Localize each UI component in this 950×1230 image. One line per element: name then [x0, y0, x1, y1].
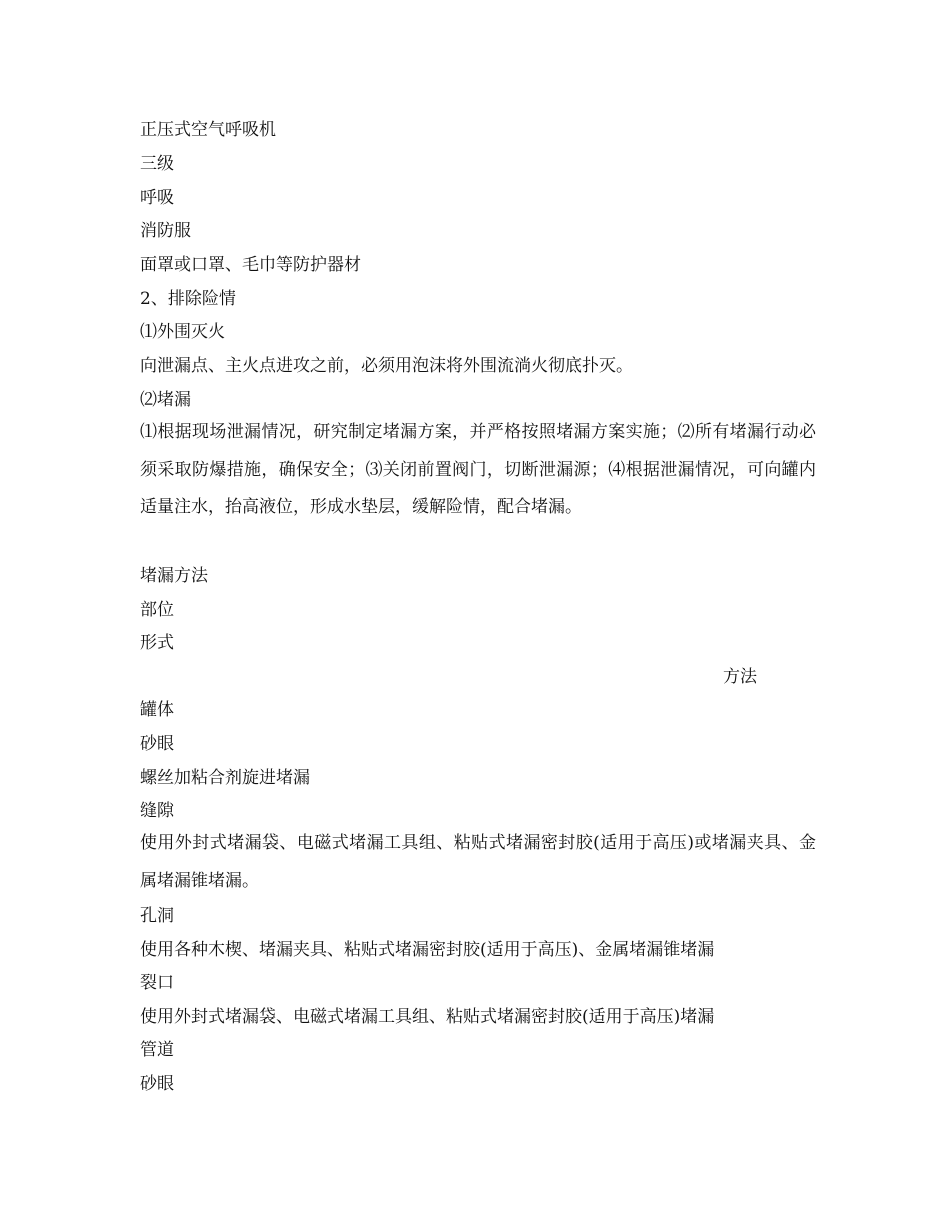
- equipment-item-fire-suit: 消防服: [140, 221, 191, 241]
- table-caption: 堵漏方法: [140, 566, 208, 586]
- subheading-perimeter-firefighting: ⑴外围灭火: [140, 322, 225, 342]
- table-cell-split-method: 使用外封式堵漏袋、电磁式堵漏工具组、粘贴式堵漏密封胶(适用于高压)堵漏: [140, 1007, 715, 1027]
- table-cell-pipeline: 管道: [140, 1040, 174, 1060]
- table-header-position: 部位: [140, 600, 174, 620]
- table-header-form: 形式: [140, 633, 174, 653]
- protection-category-breathing: 呼吸: [140, 188, 174, 208]
- equipment-item-breathing-apparatus: 正压式空气呼吸机: [140, 120, 276, 140]
- equipment-item-masks: 面罩或口罩、毛巾等防护器材: [140, 255, 361, 275]
- table-cell-crack-gap-method: 使用外封式堵漏袋、电磁式堵漏工具组、粘贴式堵漏密封胶(适用于高压)或堵漏夹具、金属堵漏锥堵漏。: [140, 833, 816, 891]
- subheading-plugging: ⑵堵漏: [140, 390, 191, 410]
- table-cell-hole-method: 使用各种木楔、堵漏夹具、粘贴式堵漏密封胶(适用于高压)、金属堵漏锥堵漏: [140, 940, 715, 960]
- section-heading-eliminate-danger: 2、排除险情: [140, 289, 236, 309]
- table-cell-hole: 孔洞: [140, 906, 174, 926]
- table-cell-pipeline-pinhole: 砂眼: [140, 1074, 174, 1094]
- paragraph-plugging-procedure: ⑴根据现场泄漏情况，研究制定堵漏方案，并严格按照堵漏方案实施；⑵所有堵漏行动必须采取防爆措施，确保安全；⑶关闭前置阀门，切断泄漏源；⑷根据泄漏情况，可向罐内适量注水，抬高液位，形成水垫层，缓解险情，配合堵漏。: [140, 422, 816, 518]
- table-cell-pinhole-method: 螺丝加粘合剂旋进堵漏: [140, 768, 310, 788]
- table-cell-crack-gap: 缝隙: [140, 801, 174, 821]
- table-cell-split: 裂口: [140, 973, 174, 993]
- table-cell-tank: 罐体: [140, 700, 174, 720]
- paragraph-perimeter-firefighting: 向泄漏点、主火点进攻之前，必须用泡沫将外围流淌火彻底扑灭。: [140, 356, 633, 376]
- table-cell-pinhole: 砂眼: [140, 734, 174, 754]
- protection-level: 三级: [140, 154, 174, 174]
- table-header-method: 方法: [723, 667, 757, 687]
